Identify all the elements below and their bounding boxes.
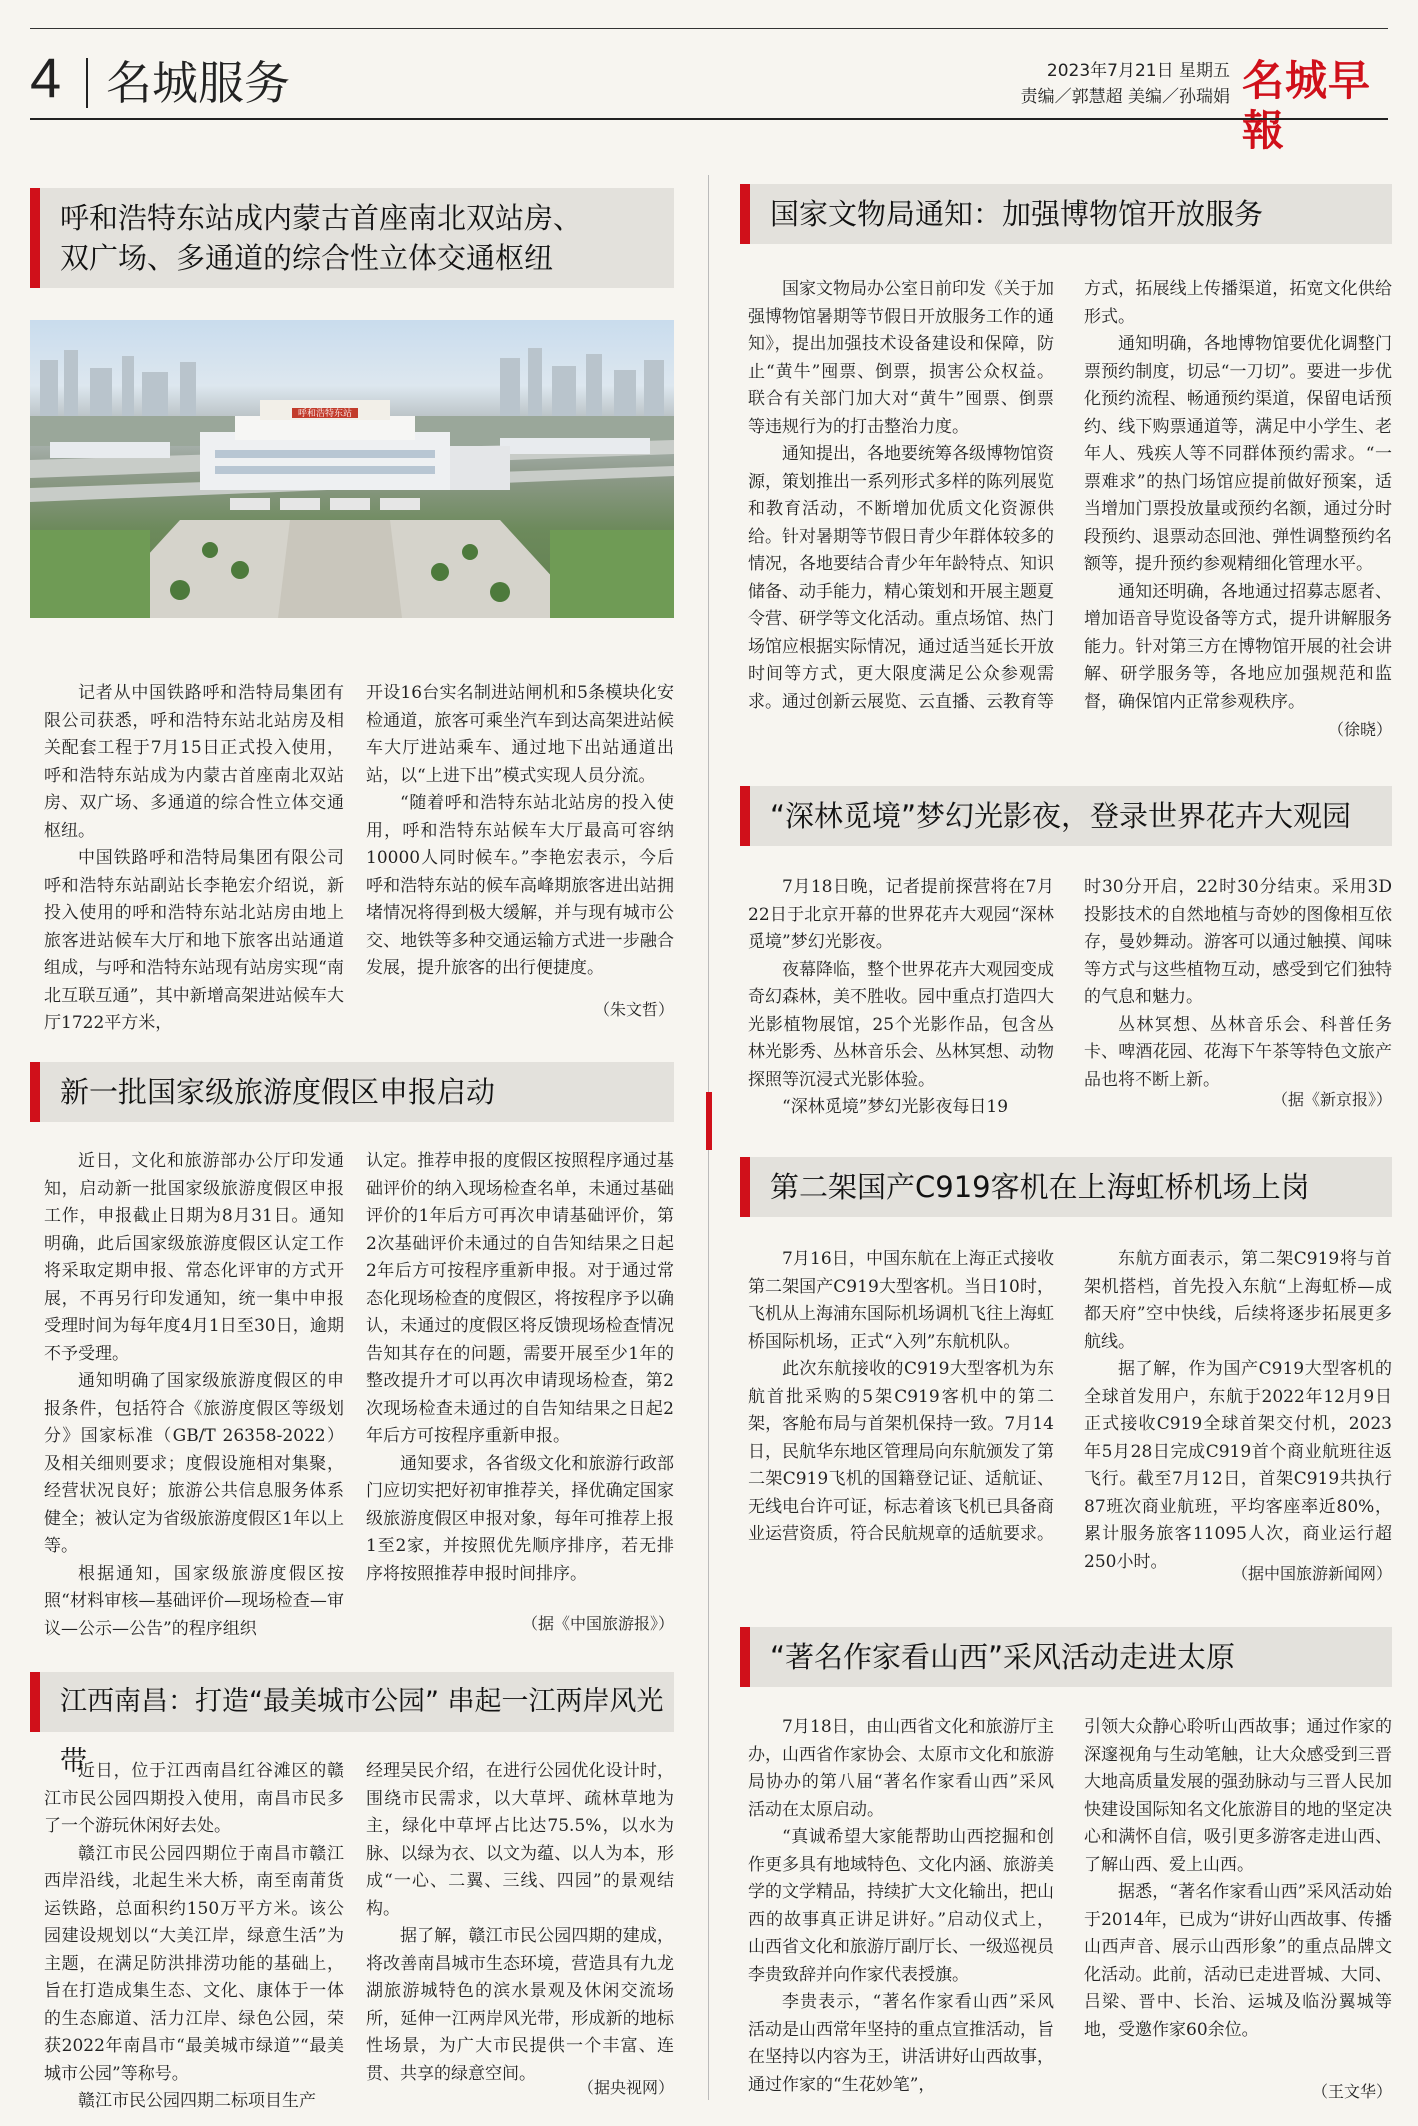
masthead [30, 24, 1388, 155]
headline-text: 第二架国产C919客机在上海虹桥机场上岗 [770, 1170, 1310, 1204]
paragraph: 7月16日，中国东航在上海正式接收第二架国产C919大型客机。当日10时，飞机从上海浦东国际机场调机飞往上海虹桥国际机场，正式“入列”东航机队。 [748, 1249, 1054, 1352]
paragraph: 丛林冥想、丛林音乐会、科普任务卡、啤酒花园、花海下午茶等特色文旅产品也将不断上新。 [1084, 1014, 1392, 1090]
paragraph: 此次东航接收的C919大型客机为东航首批采购的5架C919客机中的第二架，客舱布局与首架机保持一致。7月14日，民航华东地区管理局向东航颁发了第二架C919飞机的国籍登记证、适航证、无线电台许可证，标志着该飞机已具备商业运营资质，符合民航规章的适航要求。 [748, 1359, 1054, 1544]
paragraph: 据了解，作为国产C919大型客机的全球首发用户，东航于2022年12月9日正式接收C919全球首架交付机，2023年5月28日完成C919首个商业航班往返飞行。截至7月12日，首架C919共执行87班次商业航班，平均客座率近80%，累计服务旅客11095人次，商业运行超250小时。 [1084, 1359, 1392, 1572]
paragraph: 方式，拓展线上传播渠道，拓宽文化供给形式。 [1084, 279, 1392, 327]
headline-text: “著名作家看山西”采风活动走进太原 [770, 1640, 1236, 1674]
headline-nanchang-park[interactable] [30, 1672, 674, 1777]
paragraph: 通知明确了国家级旅游度假区的申报条件，包括符合《旅游度假区等级划分》国家标准（GB/T 26358-2022）及相关细则要求；度假设施相对集聚，经营状况良好；旅游公共信息服务体系健全；被认定为省级旅游度假区1年以上等。 [44, 1371, 344, 1556]
article-2-column-1 [44, 1148, 344, 1643]
station-aerial-photo [30, 320, 674, 618]
article-5-source: （据《新京报》） [1271, 1090, 1392, 1109]
paragraph: 国家文物局办公室日前印发《关于加强博物馆暑期等节假日开放服务工作的通知》，提出加强技术设备建设和保障，防止“黄牛”囤票、倒票，损害公众权益。联合有关部门加大对“黄牛”囤票、倒票等违规行为的打击整治力度。 [748, 279, 1054, 437]
paragraph: “深林觅境”梦幻光影夜每日19 [782, 1097, 1009, 1117]
paragraph: “真诚希望大家能帮助山西挖掘和创作更多具有地域特色、文化内涵、旅游美学的文学精品，持续扩大文化输出，把山西的故事真正讲足讲好。”启动仪式上，山西省文化和旅游厅副厅长、一级巡视员李贵致辞并向作家代表授旗。 [748, 1827, 1054, 1985]
paragraph: 7月18日晚，记者提前探营将在7月22日于北京开幕的世界花卉大观园“深林觅境”梦幻光影夜。 [748, 877, 1054, 952]
headline-text: 国家文物局通知：加强博物馆开放服务 [770, 197, 1264, 231]
article-7-source: （王文华） [1311, 2082, 1392, 2101]
paragraph: 认定。推荐申报的度假区按照程序通过基础评价的纳入现场检查名单，未通过基础评价的1年后方可再次申请基础评价，第2次基础评价未通过的自告知结果之日起2年后方可按程序重新申报。对于通过常态化现场检查的度假区，将按程序予以确认，未通过的度假区将反馈现场检查情况告知其存在的问题，需要开展至少1年的整改提升才可以再次申请现场检查，第2次现场检查未通过的自告知结果之日起2年后方可按程序重新申报。 [366, 1151, 674, 1446]
article-3-source: （据央视网） [577, 2078, 674, 2097]
paragraph: 赣江市民公园四期位于南昌市赣江西岸沿线，北起生米大桥，南至南莆货运铁路，总面积约150万平方米。该公园建设规划以“大美江岸，绿意生活”为主题，在满足防洪排涝功能的基础上，旨在打造成集生态、文化、康体于一体的生态廊道、活力江岸、绿色公园，荣获2022年南昌市“最美城市绿道”“最美城市公园”等称号。 [44, 1843, 344, 2084]
paragraph: 开设16台实名制进站闸机和5条模块化安检通道，旅客可乘坐汽车到达高架进站候车大厅进站乘车、通过地下出站通道出站，以“上进下出”模式实现人员分流。 [366, 683, 674, 786]
article-1-column-2 [366, 680, 674, 983]
paragraph: 据了解，赣江市民公园四期的建成，将改善南昌城市生态环境，营造具有九龙湖旅游城特色的滨水景观及休闲交流场所，延伸一江两岸风光带，形成新的地标性场景，为广大市民提供一个丰富、连贯、共享的绿意空间。 [366, 1926, 674, 2084]
article-7-column-1 [748, 1714, 1054, 2099]
paragraph: 通知提出，各地要统筹各级博物馆资源，策划推出一系列形式多样的陈列展览和教育活动，不断增加优质文化资源供给。针对暑期等节假日青少年群体较多的情况，各地要结合青少年年龄特点、知识储备、动手能力，精心策划和开展主题夏令营、研学等文化活动。重点场馆、热门场馆应根据实际情况，通过适当延长开放时间等方式，更大限度满足公众参观需求。通过创新云展览、云直播、云教育等 [748, 444, 1054, 712]
masthead-top-rule [30, 28, 1388, 29]
paragraph: 通知要求，各省级文化和旅游行政部门应切实把好初审推荐关，择优确定国家级旅游度假区申报对象，每年可推荐上报1至2家，并按照优先顺序排序，若无排序将按照推荐申报时间排序。 [366, 1453, 674, 1584]
headline-light-show[interactable] [740, 786, 1392, 846]
paragraph: 通知还明确，各地通过招募志愿者、增加语音导览设备等方式，提升讲解服务能力。针对第三方在博物馆开展的社会讲解、研学服务等，各地应加强规范和监督，确保馆内正常参观秩序。 [1084, 581, 1392, 712]
article-2-source: （据《中国旅游报》） [521, 1614, 674, 1633]
paragraph: 时30分开启，22时30分结束。采用3D投影技术的自然地植与奇妙的图像相互依存，曼妙舞动。游客可以通过触摸、闻味等方式与这些植物互动，感受到它们独特的气息和魅力。 [1084, 877, 1392, 1007]
paper-logo: 名城早報 [1242, 56, 1372, 155]
article-1-source: （朱文哲） [593, 1000, 674, 1019]
headline-c919[interactable] [740, 1157, 1392, 1217]
section-title: 名城服务 [106, 56, 290, 110]
headline-museum-service[interactable] [740, 184, 1392, 244]
paragraph: “随着呼和浩特东站北站房的投入使用，呼和浩特东站候车大厅最高可容纳10000人同时候车。”李艳宏表示，今后呼和浩特东站的候车高峰期旅客进出站拥堵情况将得到极大缓解，并与现有城市公交、地铁等多种交通运输方式进一步融合发展，提升旅客的出行便捷度。 [366, 793, 674, 978]
article-3-column-1 [44, 1758, 344, 2116]
article-4-column-1 [748, 276, 1054, 716]
article-6-source: （据中国旅游新闻网） [1231, 1564, 1392, 1583]
masthead-separator [86, 58, 88, 108]
paragraph: 东航方面表示，第二架C919将与首架机搭档，首先投入东航“上海虹桥—成都天府”空中快线，后续将逐步拓展更多航线。 [1084, 1249, 1392, 1352]
station-sign-text: 呼和浩特东站 [297, 409, 353, 419]
paragraph: 夜幕降临，整个世界花卉大观园变成奇幻森林，美不胜收。园中重点打造四大光影植物展馆，25个光影作品，包含丛林光影秀、丛林音乐会、丛林冥想、动物探照等沉浸式光影体验。 [748, 959, 1054, 1090]
article-6-column-1 [748, 1246, 1054, 1549]
red-accent-mark [706, 1092, 712, 1150]
headline-line-2: 双广场、多通道的综合性立体交通枢纽 [60, 241, 554, 275]
paragraph: 7月18日，由山西省文化和旅游厅主办，山西省作家协会、太原市文化和旅游局协办的第八届“著名作家看山西”采风活动在太原启动。 [748, 1717, 1054, 1820]
masthead-bottom-rule [30, 118, 1388, 120]
paragraph: 根据通知，国家级旅游度假区按照“材料审核—基础评价—现场检查—审议—公示—公告”的程序组织 [44, 1563, 344, 1639]
article-5-column-1 [748, 874, 1054, 1122]
headline-hohhot-station[interactable] [30, 188, 674, 288]
headline-text: 新一批国家级旅游度假区申报启动 [60, 1075, 496, 1109]
article-4-column-2 [1084, 276, 1392, 716]
paragraph: 通知明确，各地博物馆要优化调整门票预约制度，切忌“一刀切”。要进一步优化预约流程、畅通预约渠道，保留电话预约、线下购票通道等，满足中小学生、老年人、残疾人等不同群体预约需求。“一票难求”的热门场馆应提前做好预案，适当增加门票投放量或预约名额，通过分时段预约、退票动态回池、弹性调整预约名额等，提升预约参观精细化管理水平。 [1084, 334, 1392, 574]
station-photo-illustration [30, 320, 674, 618]
paragraph: 近日，位于江西南昌红谷滩区的赣江市民公园四期投入使用，南昌市民多了一个游玩休闲好去处。 [44, 1761, 344, 1836]
headline-shanxi-writers[interactable] [740, 1627, 1392, 1687]
paragraph: 引领大众静心聆听山西故事；通过作家的深邃视角与生动笔触，让大众感受到三晋大地高质量发展的强劲脉动与三晋人民加快建设国际知名文化旅游目的地的坚定决心和满怀自信，吸引更多游客走进山西、了解山西、爱上山西。 [1084, 1717, 1392, 1875]
editor-credits: 责编／郭慧超 美编／孙瑞娟 [1020, 87, 1230, 107]
paragraph: 近日，文化和旅游部办公厅印发通知，启动新一批国家级旅游度假区申报工作，申报截止日期为8月31日。通知明确，此后国家级旅游度假区认定工作将采取定期申报、常态化评审的方式开展，不再另行印发通知，统一集中申报受理时间为每年度4月1日至30日，逾期不予受理。 [44, 1151, 344, 1364]
headline-tourism-resort[interactable] [30, 1062, 674, 1122]
article-1-column-1 [44, 680, 344, 1038]
article-6-column-2 [1084, 1246, 1392, 1576]
paragraph: 赣江市民公园四期二标项目生产 [78, 2091, 316, 2111]
issue-date: 2023年7月21日 星期五 [1046, 61, 1230, 81]
paragraph: 中国铁路呼和浩特局集团有限公司呼和浩特东站副站长李艳宏介绍说，新投入使用的呼和浩特东站北站房由地上旅客进站候车大厅和地下旅客出站通道组成，与呼和浩特东站现有站房实现“南北互联互通”，其中新增高架进站候车大厅1722平方米， [44, 848, 344, 1033]
article-4-source: （徐晓） [1327, 720, 1392, 739]
paragraph: 记者从中国铁路呼和浩特局集团有限公司获悉，呼和浩特东站北站房及相关配套工程于7月15日正式投入使用，呼和浩特东站成为内蒙古首座南北双站房、双广场、多通道的综合性立体交通枢纽。 [44, 683, 344, 841]
headline-line-1: 呼和浩特东站成内蒙古首座南北双站房、 [60, 201, 583, 235]
paragraph: 经理吴民介绍，在进行公园优化设计时，围绕市民需求，以大草坪、疏林草地为主，绿化中草坪占比达75.5%，以水为脉、以绿为衣、以文为蕴、以人为本，形成“一心、二翼、三线、四园”的景观结构。 [366, 1761, 674, 1919]
paragraph: 据悉，“著名作家看山西”采风活动始于2014年，已成为“讲好山西故事、传播山西声音、展示山西形象”的重点品牌文化活动。此前，活动已走进晋城、大同、吕梁、晋中、长治、运城及临汾翼城等地，受邀作家60余位。 [1084, 1882, 1392, 2040]
article-7-column-2 [1084, 1714, 1392, 2044]
page-number: 4 [30, 46, 62, 109]
paragraph: 李贵表示，“著名作家看山西”采风活动是山西常年坚持的重点宣推活动，旨在坚持以内容为王，讲活讲好山西故事，通过作家的“生花妙笔”， [748, 1992, 1054, 2095]
headline-text: 江西南昌：打造“最美城市公园” 串起一江两岸风光带 [60, 1686, 664, 1777]
article-5-column-2 [1084, 874, 1392, 1094]
article-2-column-2 [366, 1148, 674, 1588]
headline-text: “深林觅境”梦幻光影夜，登录世界花卉大观园 [770, 799, 1352, 833]
article-3-column-2 [366, 1758, 674, 2088]
